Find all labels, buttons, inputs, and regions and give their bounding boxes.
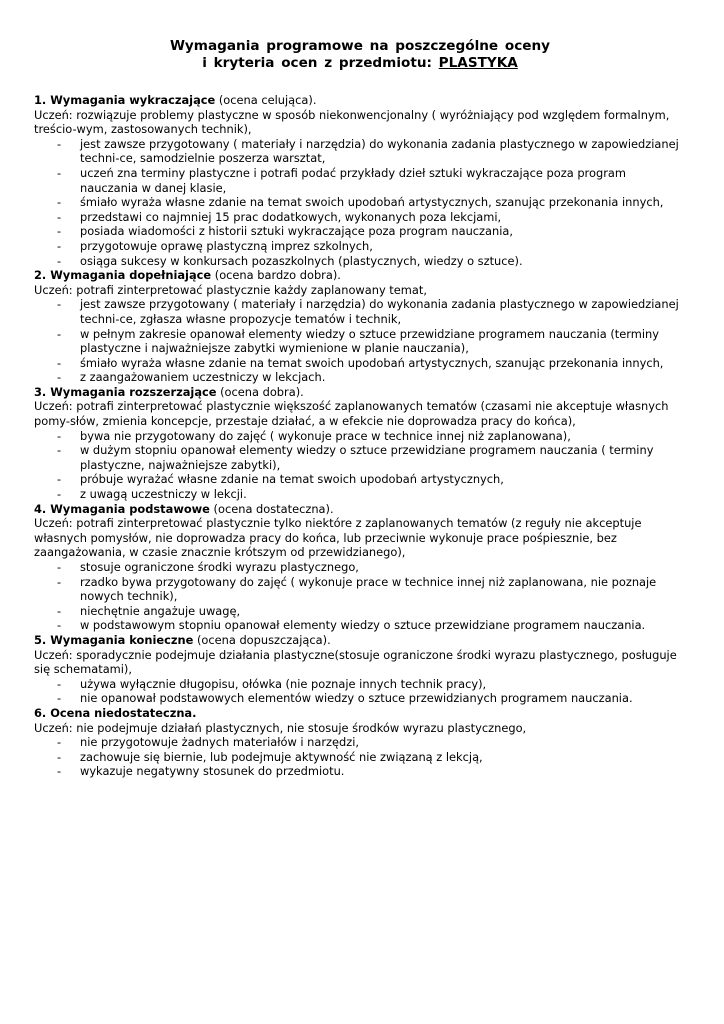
section-title: 2. Wymagania dopełniające xyxy=(34,268,212,283)
list-item-text: w pełnym zakresie opanował elementy wiedzy o sztuce przewidziane programem nauczania (terminy plastyczne i najważniejsze zabytki wymienione w planie nauczania), xyxy=(80,326,659,356)
title-line-2-prefix: i kryteria ocen z przedmiotu: xyxy=(202,55,439,71)
list-item-text: używa wyłącznie długopisu, ołówka (nie poznaje innych technik pracy), xyxy=(80,676,487,691)
section-grade: (ocena dobra). xyxy=(216,384,304,399)
list-item xyxy=(34,604,686,619)
criteria-list xyxy=(34,429,686,502)
list-item xyxy=(34,327,686,356)
list-item xyxy=(34,370,686,385)
bullet-dash: - xyxy=(57,676,62,691)
title-line-1: Wymagania programowe na poszczególne oceny xyxy=(169,38,551,54)
list-item-text: bywa nie przygotowany do zajęć ( wykonuje prace w technice innej niż zaplanowana), xyxy=(80,428,571,443)
list-item-text: uczeń zna terminy plastyczne i potrafi podać przykłady dzieł sztuki wykraczające poza program nauczania w danej klasie, xyxy=(80,165,626,195)
section-grade: (ocena dostateczna). xyxy=(209,501,334,516)
section-heading xyxy=(34,93,686,108)
section-6 xyxy=(34,706,686,779)
list-item xyxy=(34,356,686,371)
list-item xyxy=(34,691,686,706)
list-item-text: śmiało wyraża własne zdanie na temat swoich upodobań artystycznych, szanując przekonania innych, xyxy=(80,195,664,210)
bullet-dash: - xyxy=(57,764,62,779)
list-item xyxy=(34,472,686,487)
section-heading xyxy=(34,385,686,400)
bullet-dash: - xyxy=(57,355,62,370)
section-title: 4. Wymagania podstawowe xyxy=(34,501,210,516)
section-title: 5. Wymagania konieczne xyxy=(34,632,194,647)
bullet-dash: - xyxy=(57,735,62,750)
list-item xyxy=(34,166,686,195)
list-item-text: jest zawsze przygotowany ( materiały i narzędzia) do wykonania zadania plastycznego w zapowiedzianej techni-ce, samodzielnie poszerza warsztat, xyxy=(80,136,679,166)
bullet-dash: - xyxy=(57,603,62,618)
bullet-dash: - xyxy=(57,443,62,458)
criteria-list xyxy=(34,297,686,385)
section-5 xyxy=(34,633,686,706)
section-intro: Uczeń: nie podejmuje działań plastycznych, nie stosuje środków wyrazu plastycznego, xyxy=(34,720,527,735)
bullet-dash: - xyxy=(57,297,62,312)
bullet-dash: - xyxy=(57,238,62,253)
bullet-dash: - xyxy=(57,428,62,443)
list-item xyxy=(34,677,686,692)
subject-name: PLASTYKA xyxy=(438,55,518,71)
bullet-dash: - xyxy=(57,326,62,341)
list-item xyxy=(34,443,686,472)
list-item xyxy=(34,239,686,254)
list-item-text: rzadko bywa przygotowany do zajęć ( wykonuje prace w technice innej niż zaplanowana, nie poznaje nowych technik), xyxy=(80,574,657,604)
section-2 xyxy=(34,268,686,385)
bullet-dash: - xyxy=(57,749,62,764)
section-title: 1. Wymagania wykraczające xyxy=(34,93,216,107)
list-item-text: przedstawi co najmniej 15 prac dodatkowych, wykonanych poza lekcjami, xyxy=(80,209,502,224)
bullet-dash: - xyxy=(57,370,62,385)
list-item xyxy=(34,254,686,269)
list-item xyxy=(34,210,686,225)
list-item xyxy=(34,575,686,604)
section-heading xyxy=(34,633,686,648)
list-item xyxy=(34,195,686,210)
section-1 xyxy=(34,93,686,268)
list-item xyxy=(34,224,686,239)
section-grade: (ocena dopuszczająca). xyxy=(193,632,331,647)
list-item-text: w dużym stopniu opanował elementy wiedzy o sztuce przewidziane programem nauczania ( terminy plastyczne, najważniejsze zabytki), xyxy=(80,443,654,472)
list-item-text: z uwagą uczestniczy w lekcji. xyxy=(80,487,247,502)
list-item-text: wykazuje negatywny stosunek do przedmiotu. xyxy=(80,764,345,779)
section-grade: (ocena celująca). xyxy=(215,93,317,107)
section-intro: Uczeń: rozwiązuje problemy plastyczne w sposób niekonwencjonalny ( wyróżniający pod względem formalnym, treścio-wym, zastosowanych technik), xyxy=(34,107,670,137)
list-item xyxy=(34,297,686,326)
bullet-dash: - xyxy=(57,253,62,268)
section-3 xyxy=(34,385,686,502)
criteria-list xyxy=(34,137,686,268)
list-item-text: osiąga sukcesy w konkursach pozaszkolnych (plastycznych, wiedzy o sztuce). xyxy=(80,253,523,268)
list-item-text: z zaangażowaniem uczestniczy w lekcjach. xyxy=(80,370,326,385)
list-item-text: nie przygotowuje żadnych materiałów i narzędzi, xyxy=(80,735,360,750)
list-item xyxy=(34,764,686,779)
section-heading xyxy=(34,502,686,517)
bullet-dash: - xyxy=(57,209,62,224)
bullet-dash: - xyxy=(57,618,62,633)
list-item-text: przygotowuje oprawę plastyczną imprez szkolnych, xyxy=(80,238,373,253)
list-item-text: nie opanował podstawowych elementów wiedzy o sztuce przewidzianych programem nauczania. xyxy=(80,691,633,706)
list-item xyxy=(34,429,686,444)
list-item-text: jest zawsze przygotowany ( materiały i narzędzia) do wykonania zadania plastycznego w zapowiedzianej techni-ce, zgłasza własne propozycje tematów i technik, xyxy=(80,297,679,326)
section-intro: Uczeń: sporadycznie podejmuje działania plastyczne(stosuje ograniczone środki wyrazu plastycznego, posługuje się schematami), xyxy=(34,647,677,677)
title-line-2 xyxy=(34,55,686,72)
list-item xyxy=(34,137,686,166)
section-grade: (ocena bardzo dobra). xyxy=(211,268,341,283)
section-intro: Uczeń: potrafi zinterpretować plastycznie tylko niektóre z zaplanowanych tematów (z reguły nie akceptuje własnych pomysłów, nie doprowadza pracy do końca, lub przeciwnie wykonuje prace pośpiesznie, bez zaangażowania, w czasie znacznie krótszym od przewidzianego), xyxy=(34,516,642,560)
list-item xyxy=(34,750,686,765)
requirements-list xyxy=(34,93,686,779)
list-item xyxy=(34,487,686,502)
section-intro: Uczeń: potrafi zinterpretować plastycznie większość zaplanowanych tematów (czasami nie akceptuje własnych pomy-słów, zmienia koncepcje, przestaje działać, a w efekcie nie doprowadza pracy do końca), xyxy=(34,399,669,429)
section-4 xyxy=(34,502,686,633)
section-intro: Uczeń: potrafi zinterpretować plastycznie każdy zaplanowany temat, xyxy=(34,282,427,297)
bullet-dash: - xyxy=(57,574,62,589)
document-page xyxy=(34,38,686,779)
section-heading xyxy=(34,268,686,283)
list-item-text: posiada wiadomości z historii sztuki wykraczające poza program nauczania, xyxy=(80,224,514,239)
bullet-dash: - xyxy=(57,487,62,502)
bullet-dash: - xyxy=(57,224,62,239)
list-item-text: w podstawowym stopniu opanował elementy wiedzy o sztuce przewidziane programem nauczania. xyxy=(80,618,646,633)
list-item-text: śmiało wyraża własne zdanie na temat swoich upodobań artystycznych, szanując przekonania innych, xyxy=(80,355,664,370)
criteria-list xyxy=(34,677,686,706)
bullet-dash: - xyxy=(57,165,62,180)
bullet-dash: - xyxy=(57,560,62,574)
list-item xyxy=(34,618,686,633)
bullet-dash: - xyxy=(57,136,62,151)
criteria-list xyxy=(34,735,686,779)
list-item-text: próbuje wyrażać własne zdanie na temat swoich upodobań artystycznych, xyxy=(80,472,504,487)
list-item-text: zachowuje się biernie, lub podejmuje aktywność nie związaną z lekcją, xyxy=(80,749,483,764)
bullet-dash: - xyxy=(57,195,62,210)
bullet-dash: - xyxy=(57,691,62,706)
document-title xyxy=(34,38,686,72)
list-item xyxy=(34,735,686,750)
list-item xyxy=(34,560,686,575)
list-item-text: stosuje ograniczone środki wyrazu plastycznego, xyxy=(80,560,359,574)
section-heading xyxy=(34,706,686,721)
criteria-list xyxy=(34,560,686,633)
section-title: 6. Ocena niedostateczna. xyxy=(34,705,197,720)
list-item-text: niechętnie angażuje uwagę, xyxy=(80,603,241,618)
bullet-dash: - xyxy=(57,472,62,487)
section-title: 3. Wymagania rozszerzające xyxy=(34,384,217,399)
